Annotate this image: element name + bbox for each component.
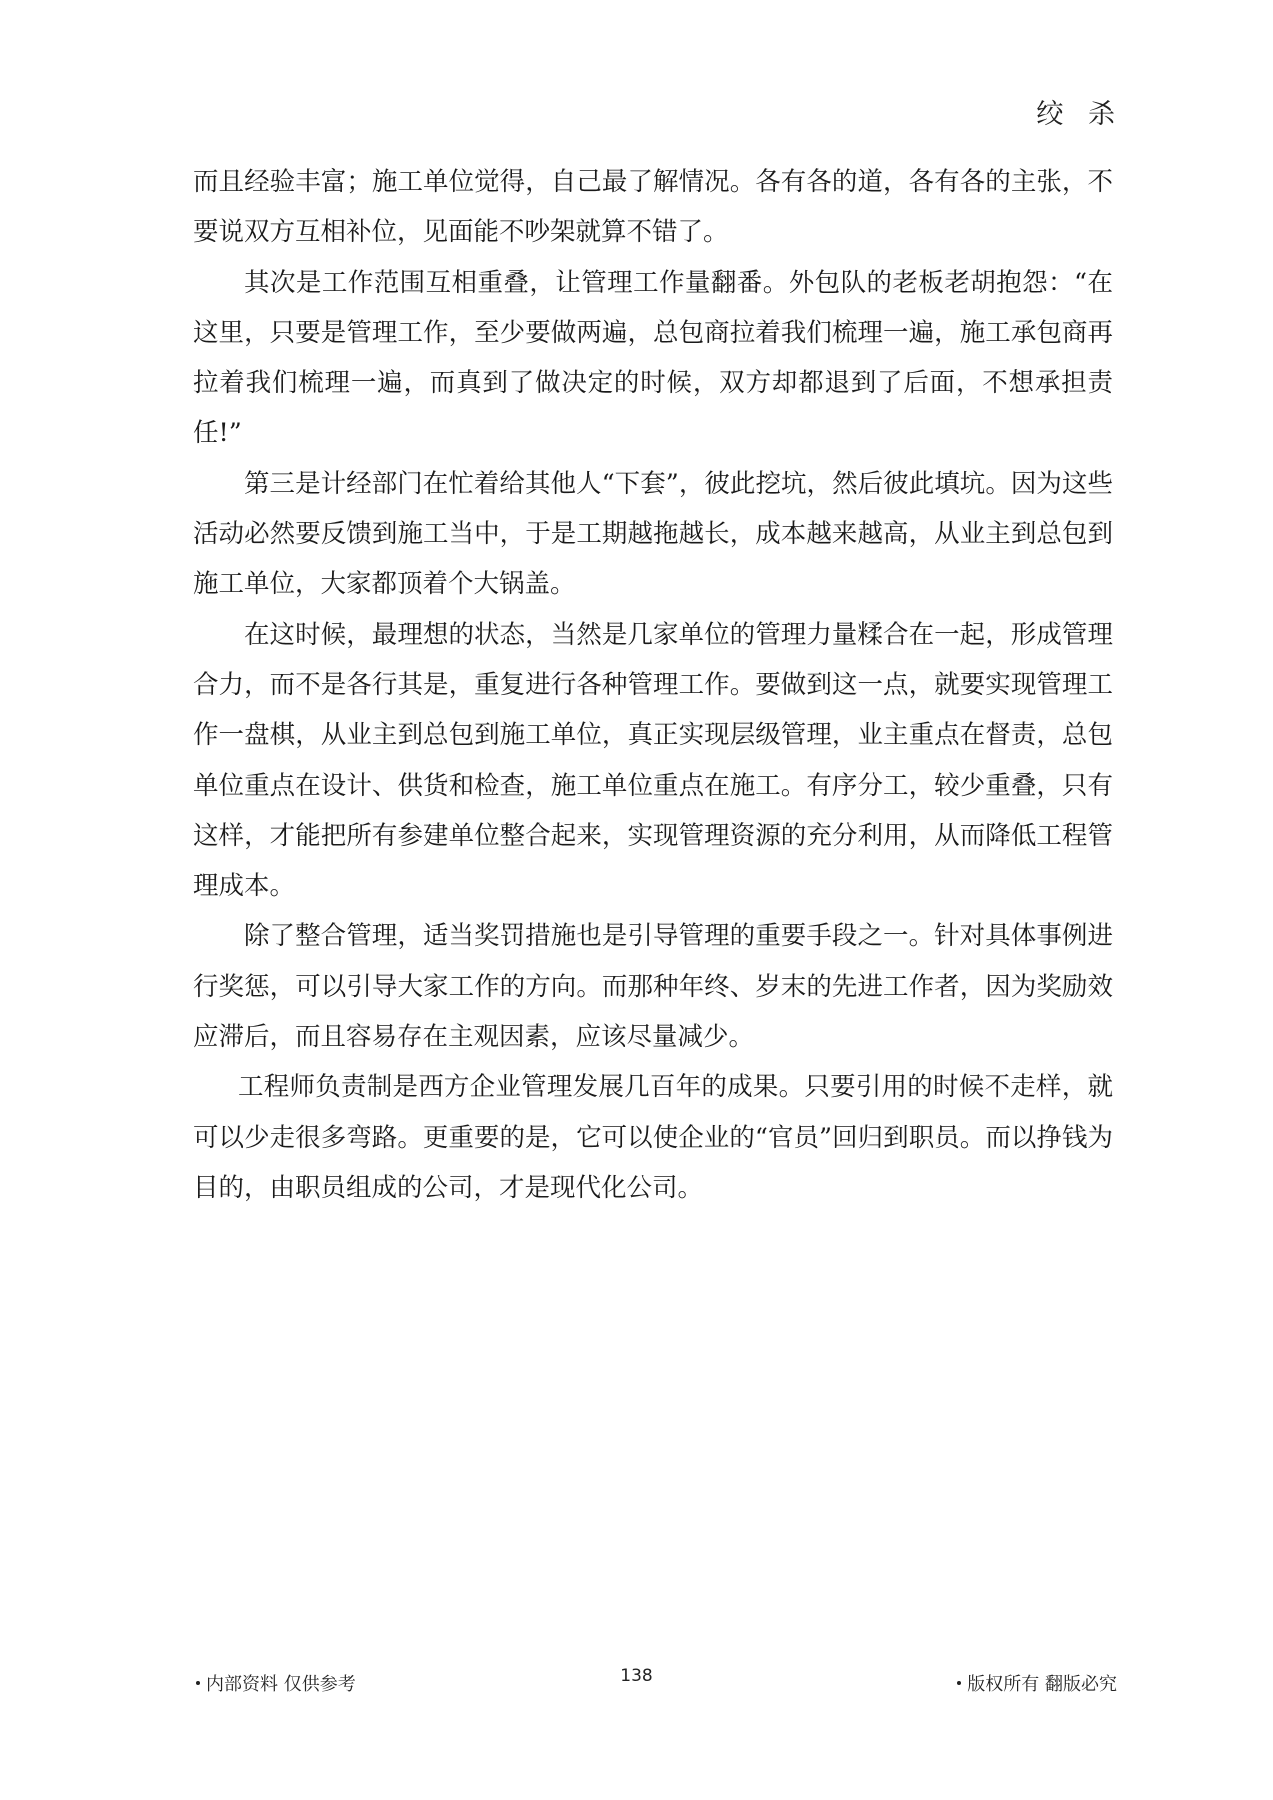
footer-left-text: 内部资料 仅供参考 (206, 1674, 356, 1695)
page-footer (0, 1666, 1273, 1710)
running-header-title: 绞 杀 (1036, 99, 1123, 130)
paragraph-3: 第三是计经部门在忙着给其他人“下套”，彼此挖坑，然后彼此填坑。因为这些活动必然要反馈到施工当中，于是工期越拖越长，成本越来越高，从业主到总包到施工单位，大家都顶着个大锅盖。 (193, 468, 1113, 600)
paragraph-4: 在这时候，最理想的状态，当然是几家单位的管理力量糅合在一起，形成管理合力，而不是各行其是，重复进行各种管理工作。要做到这一点，就要实现管理工作一盘棋，从业主到总包到施工单位，真正实现层级管理，业主重点在督责，总包单位重点在设计、供货和检查，施工单位重点在施工。有序分工，较少重叠，只有这样，才能把所有参建单位整合起来，实现管理资源的充分利用，从而降低工程管理成本。 (193, 619, 1113, 902)
footer-right (957, 1670, 1117, 1696)
page-number: 138 (620, 1666, 653, 1686)
footer-right-text: 版权所有 翻版必究 (967, 1674, 1117, 1695)
paragraph-2: 其次是工作范围互相重叠，让管理工作量翻番。外包队的老板老胡抱怨：“在这里，只要是管理工作，至少要做两遍，总包商拉着我们梳理一遍，施工承包商再拉着我们梳理一遍，而真到了做决定的时候，双方却都退到了后面，不想承担责任!” (193, 267, 1113, 449)
body-text (193, 157, 1113, 1213)
paragraph-6: 工程师负责制是西方企业管理发展几百年的成果。只要引用的时候不走样，就可以少走很多弯路。更重要的是，它可以使企业的“官员”回归到职员。而以挣钱为目的，由职员组成的公司，才是现代化公司。 (193, 1072, 1113, 1203)
paragraph-5: 除了整合管理，适当奖罚措施也是引导管理的重要手段之一。针对具体事例进行奖惩，可以引导大家工作的方向。而那种年终、岁末的先进工作者，因为奖励效应滞后，而且容易存在主观因素，应该尽量减少。 (193, 921, 1113, 1053)
bullet-icon (957, 1681, 961, 1685)
paragraph-1: 而且经验丰富；施工单位觉得，自己最了解情况。各有各的道，各有各的主张，不要说双方互相补位，见面能不吵架就算不错了。 (193, 167, 1113, 248)
